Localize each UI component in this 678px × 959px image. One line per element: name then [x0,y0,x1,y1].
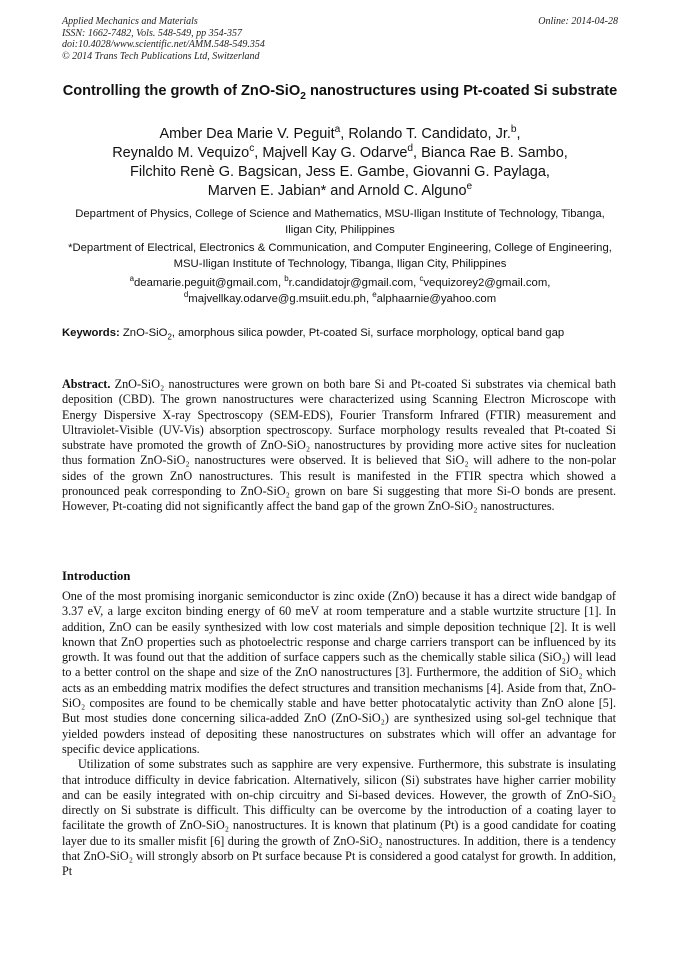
keywords [62,326,618,342]
journal-name: Applied Mechanics and Materials [62,16,198,27]
title-subscript: 2 [300,90,306,102]
online-date: Online: 2014-04-28 [538,16,618,27]
keywords-text-rest: , amorphous silica powder, Pt-coated Si, surface morphology, optical band gap [171,327,565,339]
doi-line: doi:10.4028/www.scientific.net/AMM.548-549.354 [62,39,265,50]
author-mark: a [334,124,341,136]
email-mark: d [183,289,189,299]
keywords-subscript: 2 [167,332,172,342]
author-sep: , [254,145,263,161]
email-sep: , [547,277,551,289]
author-sep: , [516,126,521,142]
email-sep: , [277,277,285,289]
author-name: Filchito Renè G. Bagsican, Jess E. Gambe, Giovanni G. Paylaga, [130,164,550,180]
email-mark: e [372,289,377,299]
author-mark: d [407,143,414,155]
email-sep: , [413,277,420,289]
author-sep: , [340,126,349,142]
author-mark: e [466,181,473,193]
email-link[interactable]: vequizorey2@gmail.com [423,277,548,289]
title-part-2: nanostructures using Pt-coated Si substrate [305,83,618,99]
email-link[interactable]: r.candidatojr@gmail.com [288,277,414,289]
email-link[interactable]: alphaarnie@yahoo.com [376,292,497,305]
author-list [62,125,618,201]
author-name: Amber Dea Marie V. Peguit [159,126,335,142]
email-mark: c [419,274,424,284]
email-link[interactable]: majvellkay.odarve@g.msuiit.edu.ph [188,292,366,305]
keywords-text: ZnO-SiO [119,327,168,339]
abstract-label: Abstract. [62,377,111,391]
email-mark: a [129,274,134,284]
email-sep: , [365,292,373,305]
title-part-1: Controlling the growth of ZnO-SiO [62,83,301,99]
abstract-text: ZnO-SiO₂ nanostructures were grown on both bare Si and Pt-coated Si substrates via chemical bath deposition (CBD). The grown nanostructures were characterized using Scanning Electron Microscope with Energy Dispersive X-ray Spectroscopy (SEM-EDS), Fourier Transform Infrared (FTIR) measurement and Ultraviolet-Visible (UV-Vis) absorption spectroscopy. Surface morphology results revealed that Pt-coated Si substrate have promoted the growth of ZnO-SiO₂ nanostructures by providing more active sites for nucleation thus formation ZnO-SiO₂ nanostructures were observed. It is believed that SiO₂ will adhere to the non-polar sides of the grown ZnO nanostructures. This result is manifested in the FTIR spectra which showed a pronounced peak corresponding to ZnO-SiO₂ grown on bare Si suggesting that more Si-O bonds are present. However, Pt-coating did not significantly affect the band gap of the grown ZnO-SiO₂ nanostructures. [62,377,616,514]
author-sep: , [413,145,422,161]
author-name: Bianca Rae B. Sambo, [421,145,568,161]
introduction-body [62,589,616,880]
author-name: Majvell Kay G. Odarve [262,145,408,161]
intro-paragraph-2: Utilization of some substrates such as sapphire are very expensive. Furthermore, this substrate is insulating that introduce difficulty in device fabrication. Alternatively, silicon (Si) substrates have higher carrier mobility and can be easily integrated with on-chip circuitry and Si-based devices. However, the growth of ZnO-SiO₂ directly on Si substrate is difficult. This difficulty can be overcome by the introduction of a coating layer to facilitate the growth of ZnO-SiO₂ nanostructures. It is known that platinum (Pt) is a good candidate for coating layer due to its smaller misfit [6] during the growth of ZnO-SiO₂ nanostructures. In addition, there is a tendency that ZnO-SiO₂ will strongly absorb on Pt surface because Pt is considered a good catalyst for growth. In addition, Pt [62,757,616,879]
abstract [62,377,616,515]
author-mark: c [249,143,255,155]
author-name: Marven E. Jabian* and Arnold C. Alguno [207,183,467,199]
intro-paragraph-1: One of the most promising inorganic semiconductor is zinc oxide (ZnO) because it has a direct wide bandgap of 3.37 eV, a large exciton binding energy of 60 meV at room temperature and a stable wurtzite structure [1]. In addition, ZnO can be easily synthesized with low cost materials and simple deposition technique [2]. It is well known that ZnO properties such as photoelectric response and charge carriers transport can be influenced by its growth. It was found out that the addition of surface cappers such as the chemically stable silica (SiO₂) will lead to a better control on the shape and size of the ZnO nanostructures [3]. Furthermore, the addition of SiO₂ which acts as an embedding matrix modifies the defect structures and transition mechanisms [4]. Aside from that, ZnO-SiO₂ composites are found to be chemically stable and have better photocatalytic activity than ZnO alone [5]. But most studies done concerning silica-added ZnO (ZnO-SiO₂) are synthesized using sol-gel technique that yielded powders instead of depositing these nanostructures on substrates which will offer an advantage for specific device applications. [62,589,616,756]
author-name: Rolando T. Candidato, Jr. [348,126,511,142]
journal-header [62,16,618,62]
affiliation-engineering: *Department of Electrical, Electronics & Communication, and Computer Engineering, College of Engineering, MSU-Iligan Institute of Technology, Tibanga, Iligan City, Philippines [68,242,612,270]
email-mark: b [284,274,289,284]
email-list [62,276,618,307]
issn-line: ISSN: 1662-7482, Vols. 548-549, pp 354-357 [62,27,242,39]
keywords-label: Keywords: [62,327,120,339]
author-name: Reynaldo M. Vequizo [112,145,250,161]
author-mark: b [510,124,517,136]
affiliation-physics: Department of Physics, College of Science and Mathematics, MSU-Iligan Institute of Technology, Tibanga, Iligan City, Philippines [75,208,605,236]
paper-title [62,82,618,101]
email-link[interactable]: deamarie.peguit@gmail.com [134,277,278,289]
introduction-heading: Introduction [62,569,131,583]
copyright-line: © 2014 Trans Tech Publications Ltd, Switzerland [62,50,260,62]
